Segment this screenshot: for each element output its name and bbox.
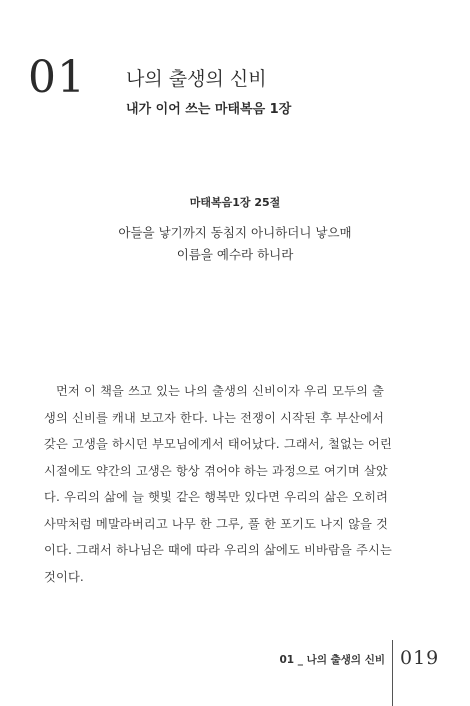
body-line: 사막처럼 메말라버리고 나무 한 그루, 풀 한 포기도 나지 않을 것 xyxy=(44,516,389,531)
chapter-number: 01 xyxy=(28,52,86,103)
body-line: 시절에도 약간의 고생은 항상 겪어야 하는 과정으로 여기며 살았 xyxy=(44,463,388,478)
body-line: 생의 신비를 캐내 보고자 한다. 나는 전쟁이 시작된 후 부산에서 xyxy=(44,410,385,425)
footer-divider xyxy=(392,640,393,706)
body-line: 이다. 그래서 하나님은 때에 따라 우리의 삶에도 비바람을 주시는 xyxy=(44,543,392,557)
page-number: 019 xyxy=(400,647,440,669)
verse-reference: 마태복음1장 25절 xyxy=(189,196,281,209)
running-footer: 01 _ 나의 출생의 신비 xyxy=(279,654,385,666)
chapter-subtitle: 내가 이어 쓰는 마태복음 1장 xyxy=(126,102,292,117)
chapter-title: 나의 출생의 신비 xyxy=(126,68,267,90)
body-line: 다. 우리의 삶에 늘 햇빛 같은 행복만 있다면 우리의 삶은 오히려 xyxy=(44,490,389,504)
verse-quote xyxy=(0,222,470,266)
body-paragraph xyxy=(44,378,424,590)
verse-line: 아들을 낳기까지 동침지 아니하더니 낳으매 xyxy=(118,225,352,240)
body-line: 먼저 이 책을 쓰고 있는 나의 출생의 신비이자 우리 모두의 출 xyxy=(56,384,385,398)
verse-line: 이름을 예수라 하니라 xyxy=(176,247,294,262)
body-line: 갖은 고생을 하시던 부모님에게서 태어났다. 그래서, 철없는 어린 xyxy=(44,437,392,451)
body-line: 것이다. xyxy=(44,569,84,584)
